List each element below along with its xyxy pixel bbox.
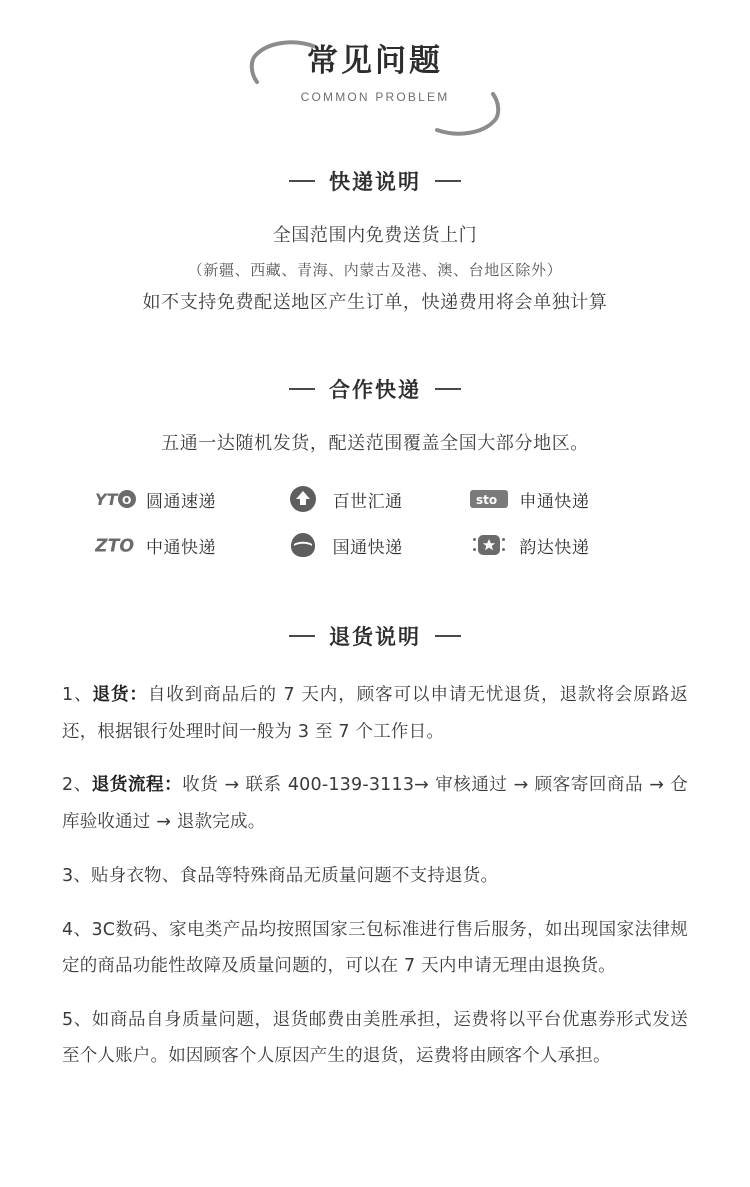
heading-rule-left [289,180,315,182]
returns-item [62,858,688,894]
returns-item-text: 贴身衣物、食品等特殊商品无质量问题不支持退货。 [91,865,499,886]
courier-name-gto: 国通快递 [332,537,403,558]
shipping-line-1: 全国范围内免费送货上门 [272,224,478,246]
shipping-text-block [0,218,750,323]
returns-item [62,912,688,985]
section-heading-partners-label: 合作快递 [329,378,421,403]
page-header-inner [255,36,496,114]
courier-item-zto [95,531,282,559]
returns-item-text: 收货 → 联系 400-139-3113→ 审核通过 → 顾客寄回商品 → 仓库验收通过 → 退款完成。 [62,775,688,832]
returns-list [62,677,688,1075]
courier-item-gto [282,531,469,559]
returns-item [62,767,688,840]
svg-text:ZTO: ZTO [95,536,135,557]
section-heading-returns-label: 退货说明 [329,625,421,650]
svg-text:YT: YT [95,490,118,510]
heading-rule-left [289,635,315,637]
returns-item-index: 3、 [62,865,92,886]
section-heading-shipping [0,166,750,196]
returns-item-label: 退货： [92,685,148,706]
sto-logo-icon [468,485,510,513]
returns-item-text: 3C数码、家电类产品均按照国家三包标准进行售后服务，如出现国家法律规定的商品功能性故障及质量问题的，可以在 7 天内申请无理由退换货。 [62,919,688,977]
courier-item-yunda [468,531,655,559]
yunda-logo-icon [468,531,510,559]
section-heading-shipping-label: 快递说明 [329,169,421,194]
returns-item-label: 退货流程： [91,775,183,796]
courier-item-sto [468,485,655,513]
returns-item-text: 如商品自身质量问题，退货邮费由美胜承担，运费将以平台优惠券形式发送至个人账户。如因顾客个人原因产生的退货，运费将由顾客个人承担。 [62,1009,688,1067]
partners-intro-block [0,426,750,463]
page-header [0,0,750,114]
page-subtitle: COMMON PROBLEM [300,89,450,104]
courier-name-huitongda: 百世汇通 [332,491,403,512]
courier-name-sto: 申通快递 [519,491,590,512]
courier-item-huitongda [282,485,469,513]
partners-intro: 五通一达随机发货，配送范围覆盖全国大部分地区。 [161,433,589,455]
returns-item-index: 1、 [62,685,93,706]
returns-item [62,677,688,750]
page-title: 常见问题 [307,43,443,79]
returns-item-index: 2、 [62,775,92,796]
heading-rule-right [435,635,461,637]
courier-name-yunda: 韵达快递 [519,537,590,558]
courier-name-yto: 圆通速递 [146,491,216,512]
section-heading-returns [0,621,750,651]
bottom-spacer [0,1092,750,1140]
heading-rule-right [435,388,461,390]
shipping-line-2: （新疆、西藏、青海、内蒙古及港、澳、台地区除外） [187,260,563,279]
returns-item-index: 4、 [62,919,92,940]
shipping-line-3: 如不支持免费配送地区产生订单，快递费用将会单独计算 [142,292,608,314]
zto-logo-icon [95,531,137,559]
svg-text:sto: sto [476,493,498,508]
courier-item-yto [95,485,282,513]
yto-logo-icon [95,485,137,513]
svg-text:O: O [122,494,132,508]
gto-logo-icon [282,531,324,559]
section-heading-partners [0,374,750,404]
returns-item-text: 自收到商品后的 7 天内，顾客可以申请无忧退货，退款将会原路返还，根据银行处理时间一般为 3 至 7 个工作日。 [62,685,688,742]
heading-rule-right [435,180,461,182]
heading-rule-left [289,388,315,390]
courier-name-zto: 中通快递 [146,537,216,558]
returns-item [62,1002,688,1075]
courier-list [95,485,655,559]
huitongda-logo-icon [282,485,324,513]
returns-item-index: 5、 [62,1009,92,1030]
